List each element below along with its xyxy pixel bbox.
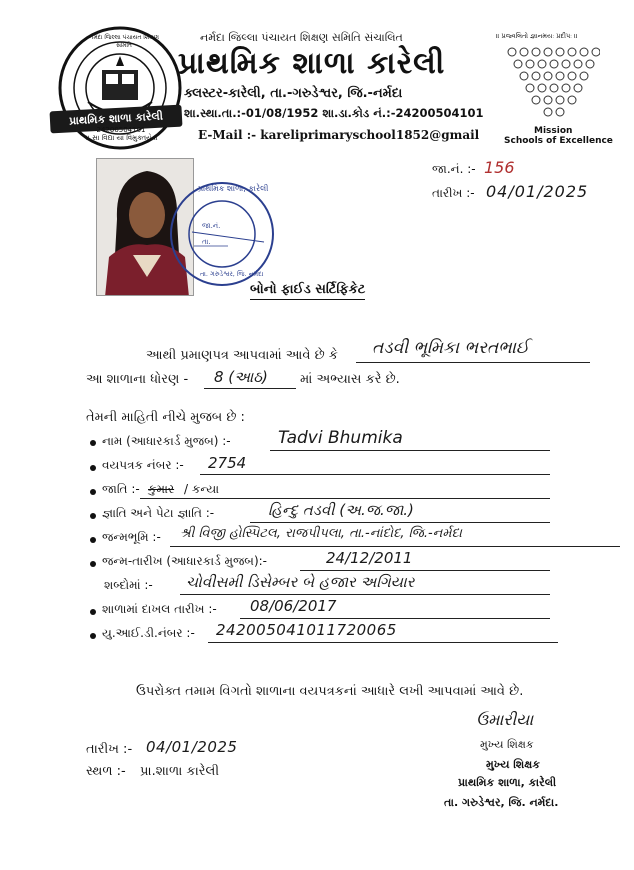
footer-place-value: પ્રા.શાળા કારેલી	[140, 764, 220, 779]
signature-school: પ્રાથમિક શાળા, કારેલી	[458, 776, 557, 789]
uid-value: 242005041011720065	[216, 621, 397, 639]
closing-statement: ઉપરોક્ત તમામ વિગતો શાળાના વયપત્રકનાં આધારે લખી આપવામાં આવે છે.	[136, 684, 524, 699]
bullet-dot	[90, 440, 96, 446]
std-suffix: માં અભ્યાસ કરે છે.	[300, 372, 400, 387]
words-value: ચોવીસમી ડિસેમ્બર બે હજાર અગિયાર	[186, 573, 415, 591]
stamp-sub: તા. ગરુડેશ્વર, જિ. નર્મદા	[200, 270, 264, 278]
ref-date-value: 04/01/2025	[486, 182, 589, 201]
std-prefix: આ શાળાના ધોરણ -	[86, 372, 189, 387]
school-address: ક્લસ્ટર-કારેલી, તા.-ગરુડેશ્વર, જિ.-નર્મદા	[184, 86, 403, 101]
caste-value: હિન્દુ તડવી (અ.જ.જા.)	[268, 501, 414, 519]
school-email: E-Mail :- kareliprimaryschool1852@gmail	[198, 128, 480, 142]
birthplace-line	[170, 546, 620, 547]
caste-line	[250, 522, 550, 523]
mission-line1: Mission	[534, 126, 573, 136]
mission-line2: Schools of Excellence	[504, 136, 613, 146]
committee-line: નર્મદા જિલ્લા પંચાયત શિક્ષણ સમિતિ સંચાલિત	[200, 31, 403, 44]
gender-label: જાતિ :-	[102, 482, 140, 496]
signature-place: તા. ગરુડેશ્વર, જિ. નર્મદા.	[444, 796, 559, 809]
gr-label: વયપત્રક નંબર :-	[102, 458, 184, 472]
dob-value: 24/12/2011	[326, 549, 413, 567]
stamp-field-1: જા.નં.	[202, 222, 221, 230]
ref-no-label: જા.નં. :-	[432, 162, 476, 176]
footer-date-value: 04/01/2025	[146, 738, 238, 756]
logo-banner-text: પ્રાથમિક શાળા કારેલી	[68, 109, 164, 128]
logo-bottom-text: ॥ સા વિદ્યા યા વિમુક્તયે ॥	[86, 134, 158, 142]
words-line	[180, 594, 550, 595]
bullet-dot	[90, 633, 96, 639]
dob-line	[300, 570, 550, 571]
caste-label: જ્ઞાતિ અને પેટા જ્ઞાતિ :-	[102, 506, 215, 520]
signature-role-2: મુખ્ય શિક્ષક	[486, 758, 541, 771]
dob-label: જન્મ-તારીખ (આધારકાર્ડ મુજબ):-	[102, 554, 267, 568]
std-value: 8 (આઠ)	[214, 368, 268, 386]
admission-label: શાળામાં દાખલ તારીખ :-	[102, 602, 217, 616]
signature-role-1: મુખ્ય શિક્ષક	[480, 738, 534, 751]
gr-value: 2754	[208, 454, 247, 472]
student-name-line	[356, 362, 590, 363]
admission-value: 08/06/2017	[250, 597, 337, 615]
lamp-triangle-icon	[504, 42, 600, 120]
principal-signature: ઉમારીયા	[476, 710, 534, 729]
words-label: શબ્દોમાં :-	[104, 578, 153, 592]
std-line	[204, 388, 296, 389]
details-heading: તેમની માહિતી નીચે મુજબ છે :	[86, 410, 245, 425]
registration-line: શા.સ્થા.તા.:-01/08/1952 શા.ડા.કોડ નં.:-24200504101	[184, 106, 484, 120]
stamp-text: પ્રાથમિક શાળા, કારેલી	[198, 184, 269, 193]
motto-text: ॥ પ્રજ્વલિતો જ્ઞાનમયઃ પ્રદીપઃ ॥	[496, 32, 578, 40]
bullet-dot	[90, 609, 96, 615]
bullet-dot	[90, 537, 96, 543]
footer-place-label: સ્થળ :-	[86, 764, 126, 779]
uid-line	[208, 642, 558, 643]
stamp-field-2: તા.	[202, 238, 211, 246]
name-line	[270, 450, 550, 451]
gender-value: / કન્યા	[184, 482, 220, 496]
school-name: પ્રાથમિક શાળા કારેલી	[178, 46, 446, 81]
bullet-dot	[90, 465, 96, 471]
ref-no-value: 156	[484, 158, 515, 177]
logo-top-text: નર્મદા જિલ્લા પંચાયત શિક્ષણ સમિતિ	[88, 34, 160, 49]
footer-date-label: તારીખ :-	[86, 742, 133, 757]
bullet-dot	[90, 561, 96, 567]
uid-label: યુ.આઈ.ડી.નંબર :-	[102, 626, 195, 640]
bullet-dot	[90, 513, 96, 519]
gender-struck: કુમાર	[148, 482, 175, 496]
student-name: તડવી ભૂમિકા ભરતભાઈ	[372, 338, 530, 358]
birthplace-label: જન્મભૂમિ :-	[102, 530, 161, 544]
intro-label: આથી પ્રમાણપત્ર આપવામાં આવે છે કે	[146, 348, 338, 363]
gender-line	[140, 498, 550, 499]
gr-line	[200, 474, 550, 475]
ref-date-label: તારીખ :-	[432, 186, 475, 200]
name-value: Tadvi Bhumika	[278, 428, 403, 448]
bullet-dot	[90, 489, 96, 495]
admission-line	[240, 618, 550, 619]
certificate-title: બોનો ફાઈડ સર્ટિફિકેટ	[250, 282, 365, 300]
name-label: નામ (આધારકાર્ડ મુજબ) :-	[102, 434, 231, 448]
birthplace-value: શ્રી વિજી હોસ્પિટલ, રાજપીપલા, તા.-નાંદોદ, જિ.-નર્મદા	[180, 526, 462, 541]
mission-emblem	[504, 42, 600, 120]
logo-code: 24200504101	[96, 126, 146, 134]
